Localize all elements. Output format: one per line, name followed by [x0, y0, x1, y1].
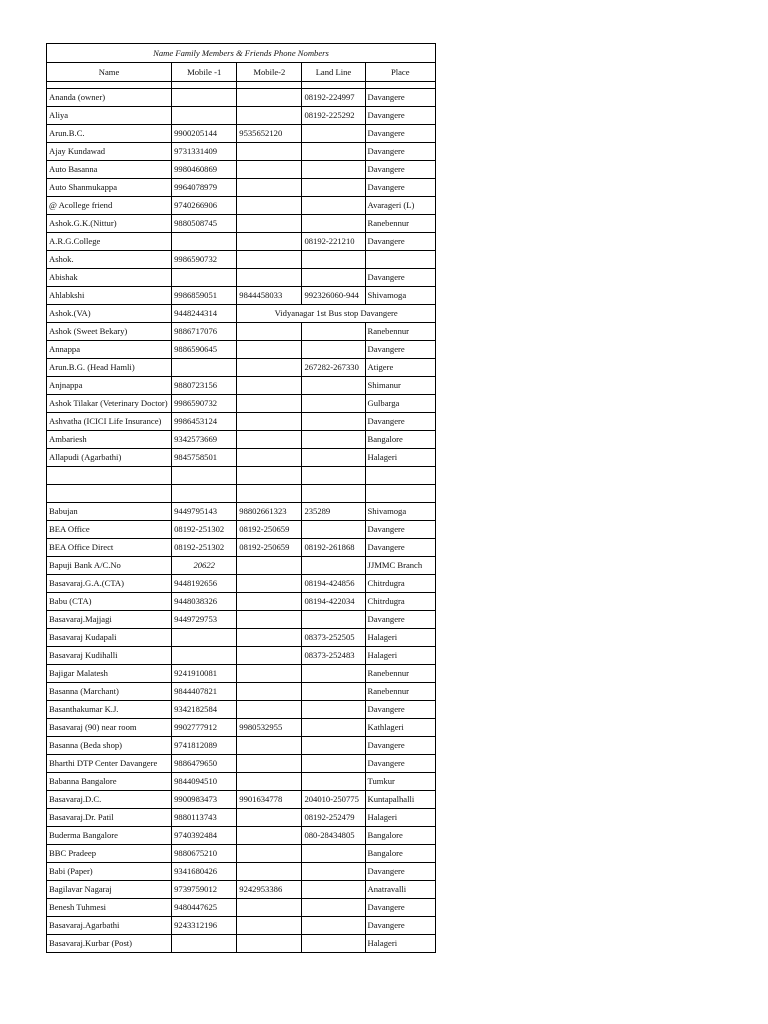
table-cell [237, 323, 302, 341]
table-cell [172, 485, 237, 503]
table-cell: Davangere [365, 125, 436, 143]
title-row [47, 44, 436, 63]
table-cell: Bapuji Bank A/C.No [47, 557, 172, 575]
table-cell: Ashvatha (ICICI Life Insurance) [47, 413, 172, 431]
table-cell: 9900205144 [172, 125, 237, 143]
table-cell: Abishak [47, 269, 172, 287]
table-cell: 08192-221210 [302, 233, 365, 251]
table-cell: 08192-252479 [302, 809, 365, 827]
table-cell [237, 701, 302, 719]
table-cell: 9886717076 [172, 323, 237, 341]
column-header: Mobile-2 [237, 63, 302, 82]
table-row [47, 845, 436, 863]
table-cell: Babanna Bangalore [47, 773, 172, 791]
table-cell: Ashok. [47, 251, 172, 269]
table-cell: Davangere [365, 755, 436, 773]
table-cell: Basavaraj (90) near room [47, 719, 172, 737]
table-cell: Aliya [47, 107, 172, 125]
table-cell [302, 341, 365, 359]
table-cell: Davangere [365, 413, 436, 431]
table-cell: Ranebennur [365, 665, 436, 683]
table-cell [237, 845, 302, 863]
table-row [47, 719, 436, 737]
table-cell [237, 431, 302, 449]
table-cell [237, 269, 302, 287]
table-cell: 08192-251302 [172, 539, 237, 557]
table-cell: Babu (CTA) [47, 593, 172, 611]
table-cell [302, 917, 365, 935]
table-cell: 9964078979 [172, 179, 237, 197]
table-cell [302, 323, 365, 341]
table-cell: Davangere [365, 89, 436, 107]
table-cell: 9449729753 [172, 611, 237, 629]
table-cell: Bangalore [365, 845, 436, 863]
table-cell: Basavaraj Kudihalli [47, 647, 172, 665]
table-cell: Halageri [365, 809, 436, 827]
table-cell: 9880723156 [172, 377, 237, 395]
table-cell [302, 449, 365, 467]
table-cell: 9986590732 [172, 395, 237, 413]
table-cell: Bharthi DTP Center Davangere [47, 755, 172, 773]
table-cell: Ashok (Sweet Bekary) [47, 323, 172, 341]
table-cell [302, 611, 365, 629]
table-cell: Ananda (owner) [47, 89, 172, 107]
table-cell: 9886479650 [172, 755, 237, 773]
table-cell [237, 755, 302, 773]
table-row [47, 503, 436, 521]
table-cell: Auto Shanmukappa [47, 179, 172, 197]
table-cell: 9449795143 [172, 503, 237, 521]
table-cell [237, 179, 302, 197]
table-cell [302, 395, 365, 413]
table-cell [237, 413, 302, 431]
table-cell: BEA Office [47, 521, 172, 539]
table-cell: 08194-422034 [302, 593, 365, 611]
table-cell [302, 413, 365, 431]
table-cell: Davangere [365, 233, 436, 251]
table-cell: 08192-224997 [302, 89, 365, 107]
table-row [47, 863, 436, 881]
table-row [47, 269, 436, 287]
table-cell: Ashok Tilakar (Veterinary Doctor) [47, 395, 172, 413]
table-cell: 235289 [302, 503, 365, 521]
table-cell: Benesh Tuhmesi [47, 899, 172, 917]
table-cell: Halageri [365, 629, 436, 647]
table-cell: Atigere [365, 359, 436, 377]
table-row [47, 251, 436, 269]
table-cell [302, 143, 365, 161]
table-cell: 9844407821 [172, 683, 237, 701]
table-cell: @ Acollege friend [47, 197, 172, 215]
phone-list-sheet [46, 43, 436, 953]
table-cell: 9901634778 [237, 791, 302, 809]
table-cell: Davangere [365, 737, 436, 755]
table-cell: JJMMC Branch [365, 557, 436, 575]
table-cell: 9980532955 [237, 719, 302, 737]
table-cell [302, 251, 365, 269]
table-row [47, 143, 436, 161]
phone-table [46, 43, 436, 953]
table-cell [302, 485, 365, 503]
table-row [47, 467, 436, 485]
table-cell [172, 647, 237, 665]
table-cell: 9243312196 [172, 917, 237, 935]
table-cell: 9739759012 [172, 881, 237, 899]
table-row [47, 827, 436, 845]
table-cell: Basavaraj.Agarbathi [47, 917, 172, 935]
sheet-title: Name Family Members & Friends Phone Nombers [47, 44, 436, 63]
table-cell: Basanthakumar K.J. [47, 701, 172, 719]
table-row [47, 179, 436, 197]
table-cell [237, 107, 302, 125]
table-cell: 9341680426 [172, 863, 237, 881]
table-row [47, 881, 436, 899]
table-cell: 9535652120 [237, 125, 302, 143]
table-cell: 9880508745 [172, 215, 237, 233]
table-cell [237, 395, 302, 413]
table-row [47, 305, 436, 323]
table-cell [172, 467, 237, 485]
table-cell [302, 197, 365, 215]
table-cell [302, 683, 365, 701]
table-cell [237, 917, 302, 935]
table-cell [237, 377, 302, 395]
table-cell [237, 863, 302, 881]
table-cell: 9740392484 [172, 827, 237, 845]
table-row [47, 89, 436, 107]
table-cell [237, 575, 302, 593]
table-cell [302, 521, 365, 539]
table-cell [302, 215, 365, 233]
table-row [47, 539, 436, 557]
table-cell: Basavaraj.D.C. [47, 791, 172, 809]
table-cell [302, 935, 365, 953]
table-cell [302, 773, 365, 791]
table-cell [237, 449, 302, 467]
table-cell [237, 359, 302, 377]
table-cell: Ashok.G.K.(Nittur) [47, 215, 172, 233]
table-cell [237, 737, 302, 755]
table-cell: Chitrdugra [365, 593, 436, 611]
table-cell: 9902777912 [172, 719, 237, 737]
table-row [47, 809, 436, 827]
table-cell [237, 629, 302, 647]
table-cell: A.R.G.College [47, 233, 172, 251]
table-cell: Gulbarga [365, 395, 436, 413]
table-cell: Ambariesh [47, 431, 172, 449]
table-cell: Davangere [365, 863, 436, 881]
table-cell: 08373-252483 [302, 647, 365, 665]
table-cell: Ranebennur [365, 215, 436, 233]
table-cell: Davangere [365, 161, 436, 179]
table-row [47, 737, 436, 755]
table-row [47, 215, 436, 233]
table-cell: 08373-252505 [302, 629, 365, 647]
table-row [47, 449, 436, 467]
table-cell: Ashok.(VA) [47, 305, 172, 323]
table-cell: 08192-251302 [172, 521, 237, 539]
table-row [47, 935, 436, 953]
table-cell: 9342182584 [172, 701, 237, 719]
table-cell [237, 251, 302, 269]
table-cell [237, 89, 302, 107]
table-cell [365, 467, 436, 485]
table-cell [237, 899, 302, 917]
table-cell: Basavaraj.G.A.(CTA) [47, 575, 172, 593]
table-cell: Tumkur [365, 773, 436, 791]
table-cell: Shivamoga [365, 287, 436, 305]
table-cell [302, 863, 365, 881]
table-cell [172, 359, 237, 377]
table-cell: 98802661323 [237, 503, 302, 521]
table-row [47, 125, 436, 143]
table-row [47, 485, 436, 503]
table-cell: Halageri [365, 647, 436, 665]
table-row [47, 647, 436, 665]
table-cell [172, 233, 237, 251]
table-row [47, 377, 436, 395]
table-cell: 9986859051 [172, 287, 237, 305]
table-cell [172, 107, 237, 125]
table-cell: 9900983473 [172, 791, 237, 809]
table-cell [172, 935, 237, 953]
table-cell: Auto Basanna [47, 161, 172, 179]
table-cell: Ajay Kundawad [47, 143, 172, 161]
table-cell [237, 593, 302, 611]
table-cell: Vidyanagar 1st Bus stop Davangere [237, 305, 436, 323]
table-cell [302, 701, 365, 719]
table-cell: 9844094510 [172, 773, 237, 791]
table-cell: Bagilavar Nagaraj [47, 881, 172, 899]
table-row [47, 161, 436, 179]
table-cell: Anatravalli [365, 881, 436, 899]
table-cell [237, 143, 302, 161]
table-cell: Allapudi (Agarbathi) [47, 449, 172, 467]
table-cell: 9242953386 [237, 881, 302, 899]
table-row [47, 107, 436, 125]
table-cell: 9731331409 [172, 143, 237, 161]
table-cell [237, 665, 302, 683]
table-row [47, 323, 436, 341]
table-cell: 267282-267330 [302, 359, 365, 377]
table-row [47, 917, 436, 935]
table-cell [237, 215, 302, 233]
table-cell [302, 125, 365, 143]
table-cell: Basavaraj Kudapali [47, 629, 172, 647]
table-row [47, 413, 436, 431]
table-cell: 08192-250659 [237, 521, 302, 539]
table-cell [302, 269, 365, 287]
table-cell: 992326060-944 [302, 287, 365, 305]
table-cell: Annappa [47, 341, 172, 359]
table-cell: 08192-250659 [237, 539, 302, 557]
table-cell [302, 179, 365, 197]
table-cell: Basanna (Marchant) [47, 683, 172, 701]
table-cell [237, 683, 302, 701]
table-cell: Davangere [365, 107, 436, 125]
table-cell [302, 899, 365, 917]
table-row [47, 791, 436, 809]
table-row [47, 197, 436, 215]
table-cell: 9741812089 [172, 737, 237, 755]
table-cell: Chitrdugra [365, 575, 436, 593]
table-cell [302, 719, 365, 737]
table-row [47, 395, 436, 413]
table-cell [237, 485, 302, 503]
table-cell: Shivamoga [365, 503, 436, 521]
table-cell: Halageri [365, 935, 436, 953]
table-cell: BEA Office Direct [47, 539, 172, 557]
table-cell: Davangere [365, 917, 436, 935]
table-cell [302, 161, 365, 179]
table-cell [302, 557, 365, 575]
column-header: Mobile -1 [172, 63, 237, 82]
table-cell [237, 935, 302, 953]
table-cell: 204010-250775 [302, 791, 365, 809]
table-cell: 9342573669 [172, 431, 237, 449]
table-cell: Kuntapalhalli [365, 791, 436, 809]
table-row [47, 233, 436, 251]
table-cell [172, 629, 237, 647]
header-row [47, 63, 436, 82]
table-cell [47, 485, 172, 503]
table-cell [302, 737, 365, 755]
table-cell [237, 827, 302, 845]
table-cell: 9986590732 [172, 251, 237, 269]
table-cell: Basavaraj.Majjagi [47, 611, 172, 629]
table-cell: 9448244314 [172, 305, 237, 323]
table-cell: 9740266906 [172, 197, 237, 215]
table-row [47, 773, 436, 791]
table-cell [237, 467, 302, 485]
table-cell [237, 341, 302, 359]
spacer-row [47, 82, 436, 89]
table-row [47, 521, 436, 539]
table-cell: 9448038326 [172, 593, 237, 611]
table-cell: 9480447625 [172, 899, 237, 917]
table-cell: Davangere [365, 521, 436, 539]
table-cell [237, 161, 302, 179]
table-row [47, 593, 436, 611]
table-cell [365, 485, 436, 503]
table-row [47, 557, 436, 575]
table-row [47, 701, 436, 719]
table-cell [302, 377, 365, 395]
table-cell: 08194-424856 [302, 575, 365, 593]
table-row [47, 431, 436, 449]
table-cell: 9886590645 [172, 341, 237, 359]
table-cell [237, 197, 302, 215]
table-cell: Ahlabkshi [47, 287, 172, 305]
table-cell [237, 773, 302, 791]
table-cell [172, 89, 237, 107]
table-cell [302, 845, 365, 863]
table-cell: Arun.B.G. (Head Hamli) [47, 359, 172, 377]
table-row [47, 629, 436, 647]
table-cell: Shimanur [365, 377, 436, 395]
table-cell: Ranebennur [365, 323, 436, 341]
table-cell: 9880675210 [172, 845, 237, 863]
table-row [47, 683, 436, 701]
table-cell: Davangere [365, 269, 436, 287]
table-row [47, 287, 436, 305]
table-cell: Bajigar Malatesh [47, 665, 172, 683]
table-cell: 08192-261868 [302, 539, 365, 557]
table-cell [47, 467, 172, 485]
table-cell [172, 269, 237, 287]
table-cell: 9241910081 [172, 665, 237, 683]
table-cell: Davangere [365, 899, 436, 917]
table-row [47, 611, 436, 629]
table-cell: 08192-225292 [302, 107, 365, 125]
table-cell [237, 557, 302, 575]
table-cell: 080-28434805 [302, 827, 365, 845]
table-row [47, 899, 436, 917]
table-cell: Davangere [365, 341, 436, 359]
table-cell [365, 251, 436, 269]
table-row [47, 359, 436, 377]
table-cell: Avarageri (L) [365, 197, 436, 215]
table-row [47, 665, 436, 683]
table-cell: Buderma Bangalore [47, 827, 172, 845]
table-cell: Davangere [365, 539, 436, 557]
table-row [47, 755, 436, 773]
table-cell [302, 881, 365, 899]
table-cell: 9448192656 [172, 575, 237, 593]
table-cell: Ranebennur [365, 683, 436, 701]
table-cell: Basavaraj.Kurbar (Post) [47, 935, 172, 953]
table-cell: Babujan [47, 503, 172, 521]
table-cell: Davangere [365, 611, 436, 629]
table-cell: Davangere [365, 143, 436, 161]
table-row [47, 575, 436, 593]
table-cell: Anjnappa [47, 377, 172, 395]
column-header: Land Line [302, 63, 365, 82]
table-cell [302, 431, 365, 449]
table-cell: Arun.B.C. [47, 125, 172, 143]
table-cell [302, 467, 365, 485]
table-cell: Davangere [365, 701, 436, 719]
table-cell: 20622 [172, 557, 237, 575]
table-cell: Halageri [365, 449, 436, 467]
table-cell [302, 755, 365, 773]
table-cell: 9986453124 [172, 413, 237, 431]
table-row [47, 341, 436, 359]
table-cell: Davangere [365, 179, 436, 197]
table-cell: 9980460869 [172, 161, 237, 179]
table-cell [237, 647, 302, 665]
table-cell: 9845758501 [172, 449, 237, 467]
table-cell [302, 665, 365, 683]
table-cell: Bangalore [365, 431, 436, 449]
table-cell: Bangalore [365, 827, 436, 845]
table-cell: BBC Pradeep [47, 845, 172, 863]
table-cell: Basanna (Beda shop) [47, 737, 172, 755]
table-cell [237, 233, 302, 251]
column-header: Name [47, 63, 172, 82]
table-cell [237, 611, 302, 629]
table-cell: 9844458033 [237, 287, 302, 305]
table-cell: Basavaraj.Dr. Patil [47, 809, 172, 827]
table-cell [237, 809, 302, 827]
table-cell: Babi (Paper) [47, 863, 172, 881]
table-cell: Kathlageri [365, 719, 436, 737]
table-cell: 9880113743 [172, 809, 237, 827]
column-header: Place [365, 63, 436, 82]
